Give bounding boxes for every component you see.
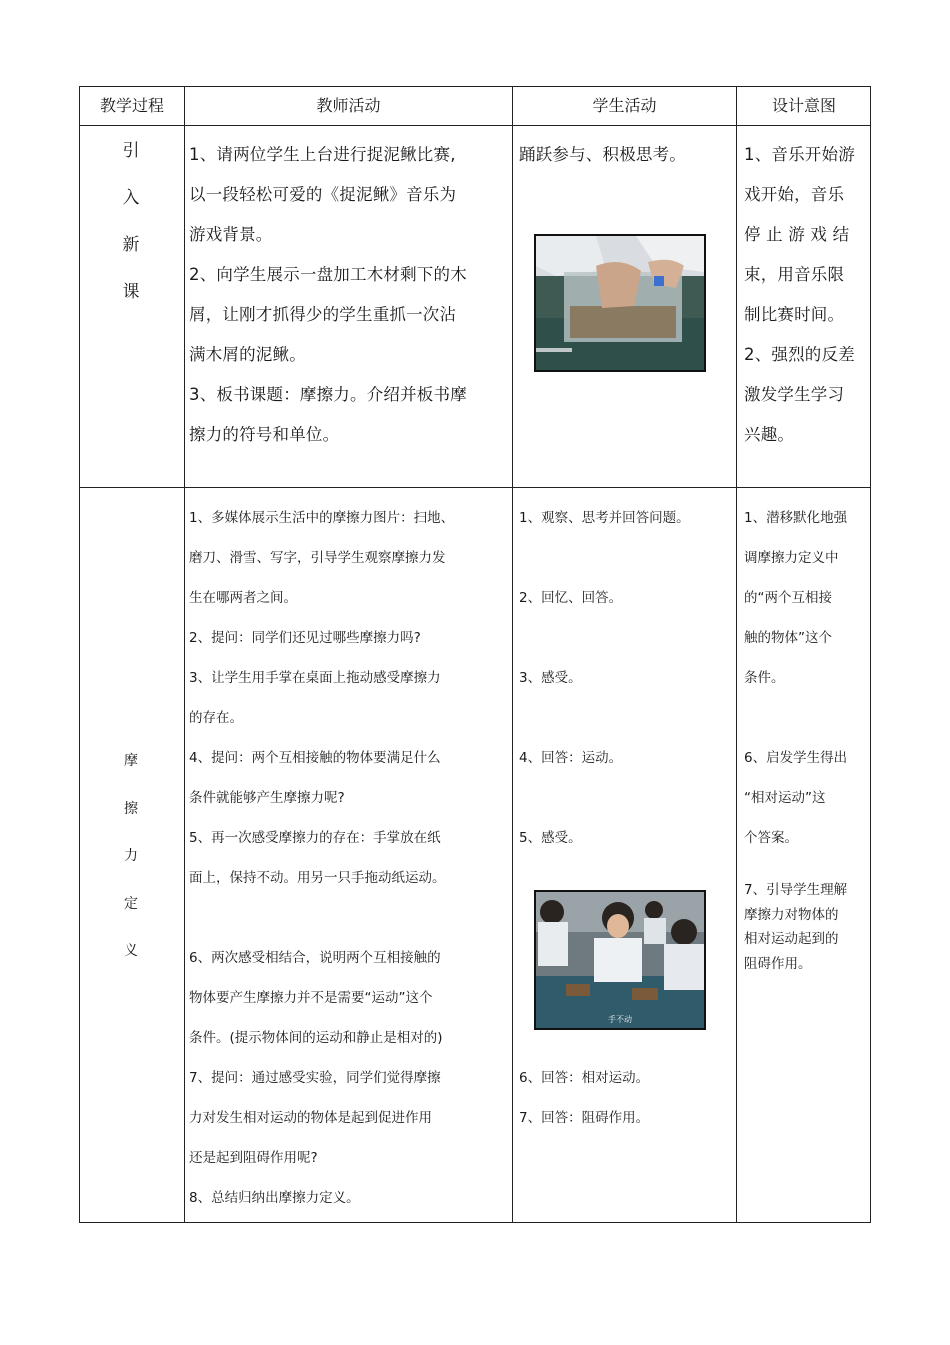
text-line: 停 止 游 戏 结: [744, 225, 850, 244]
process-char: 义: [124, 943, 138, 959]
text-line: 生在哪两者之间。: [189, 590, 297, 606]
header-student: 学生活动: [592, 96, 657, 115]
text-line: 的“两个互相接: [744, 590, 832, 606]
text-line: [744, 698, 869, 738]
text-line: 3、感受。: [519, 670, 582, 686]
section2-design-intent-bottom: [744, 878, 869, 976]
row-divider: [80, 125, 870, 126]
text-line: 条件。(提示物体间的运动和静止是相对的): [189, 1030, 443, 1046]
text-line: 4、提问：两个互相接触的物体要满足什么: [189, 750, 441, 766]
text-line: 摩擦力对物体的: [744, 906, 839, 923]
text-line: 1、观察、思考并回答问题。: [519, 510, 690, 526]
text-line: 条件就能够产生摩擦力呢?: [189, 790, 345, 806]
text-line: 激发学生学习: [744, 385, 845, 404]
text-line: 2、回忆、回答。: [519, 590, 623, 606]
text-line: 7、引导学生理解: [744, 882, 848, 898]
text-line: 3、板书课题：摩擦力。介绍并板书摩: [189, 385, 467, 404]
header-intent: 设计意图: [771, 96, 836, 115]
text-line: [519, 698, 734, 738]
text-line: 8、总结归纳出摩擦力定义。: [189, 1190, 360, 1206]
text-line: 3、让学生用手掌在桌面上拖动感受摩擦力: [189, 670, 441, 686]
text-line: 1、多媒体展示生活中的摩擦力图片：扫地、: [189, 510, 455, 526]
text-line: 的存在。: [189, 710, 243, 726]
section2-process-label: [79, 738, 183, 976]
text-line: 1、请两位学生上台进行捉泥鳅比赛,: [189, 145, 456, 164]
text-line: 磨刀、滑雪、写字，引导学生观察摩擦力发: [189, 550, 446, 566]
text-line: 2、向学生展示一盘加工木材剩下的木: [189, 265, 467, 284]
section1-student-activity: [519, 135, 734, 175]
text-line: 1、音乐开始游: [744, 145, 855, 164]
text-line: 物体要产生摩擦力并不是需要“运动”这个: [189, 990, 433, 1006]
photo-catching-loach: [534, 234, 706, 372]
text-line: 2、提问：同学们还见过哪些摩擦力吗?: [189, 630, 421, 646]
text-line: 面上，保持不动。用另一只手拖动纸运动。: [189, 870, 446, 886]
section2-design-intent-top: [744, 498, 869, 858]
text-line: 7、提问：通过感受实验，同学们觉得摩擦: [189, 1070, 441, 1086]
text-line: 踊跃参与、积极思考。: [519, 145, 686, 164]
text-line: 制比赛时间。: [744, 305, 845, 324]
text-line: 6、两次感受相结合，说明两个互相接触的: [189, 950, 441, 966]
text-line: 满木屑的泥鳅。: [189, 345, 306, 364]
column-divider: [736, 87, 737, 1222]
column-divider: [184, 87, 185, 1222]
process-char: 入: [122, 188, 140, 208]
text-line: 相对运动起到的: [744, 931, 839, 947]
photo-students-experiment: [534, 890, 706, 1030]
text-line: 束，用音乐限: [744, 265, 845, 284]
text-line: 以一段轻松可爱的《捉泥鳅》音乐为: [189, 185, 457, 204]
section2-teacher-activity: [189, 498, 509, 1218]
text-line: 2、强烈的反差: [744, 345, 855, 364]
text-line: 5、感受。: [519, 830, 582, 846]
text-line: [519, 538, 734, 578]
photo-caption: 手不动: [608, 1015, 632, 1024]
text-line: 触的物体”这个: [744, 630, 832, 646]
text-line: 7、回答：阻碍作用。: [519, 1110, 650, 1126]
text-line: [519, 618, 734, 658]
process-char: 擦: [124, 800, 138, 817]
process-char: 力: [124, 848, 138, 864]
process-char: 引: [122, 141, 140, 161]
section1-teacher-activity: [189, 135, 509, 455]
text-line: 戏开始，音乐: [744, 185, 845, 204]
process-char: 定: [124, 895, 138, 912]
text-line: 5、再一次感受摩擦力的存在：手掌放在纸: [189, 830, 441, 846]
process-char: 新: [122, 235, 140, 255]
text-line: 力对发生相对运动的物体是起到促进作用: [189, 1110, 432, 1126]
header-process: 教学过程: [99, 96, 164, 115]
section2-student-activity-bottom: [519, 1058, 734, 1138]
text-line: “相对运动”这: [744, 790, 826, 806]
section1-process-label: [79, 128, 183, 316]
text-line: 阻碍作用。: [744, 955, 812, 972]
text-line: 6、回答：相对运动。: [519, 1070, 650, 1086]
text-line: 调摩擦力定义中: [744, 550, 839, 566]
row-divider: [80, 487, 870, 488]
column-divider: [512, 87, 513, 1222]
process-char: 摩: [124, 753, 138, 769]
text-line: 还是起到阻碍作用呢?: [189, 1150, 318, 1166]
text-line: 4、回答：运动。: [519, 750, 623, 766]
section1-design-intent: [744, 135, 869, 455]
text-line: 兴趣。: [744, 425, 795, 444]
header-teacher: 教师活动: [316, 96, 381, 115]
text-line: 屑，让刚才抓得少的学生重抓一次沾: [189, 305, 457, 324]
text-line: 条件。: [744, 670, 785, 686]
process-char: 课: [122, 282, 140, 302]
text-line: 游戏背景。: [189, 225, 273, 244]
text-line: 擦力的符号和单位。: [189, 425, 340, 444]
text-line: [189, 898, 509, 938]
section2-student-activity-top: [519, 498, 734, 858]
text-line: 6、启发学生得出: [744, 750, 848, 766]
text-line: 1、潜移默化地强: [744, 510, 848, 526]
text-line: [519, 778, 734, 818]
text-line: 个答案。: [744, 830, 798, 846]
